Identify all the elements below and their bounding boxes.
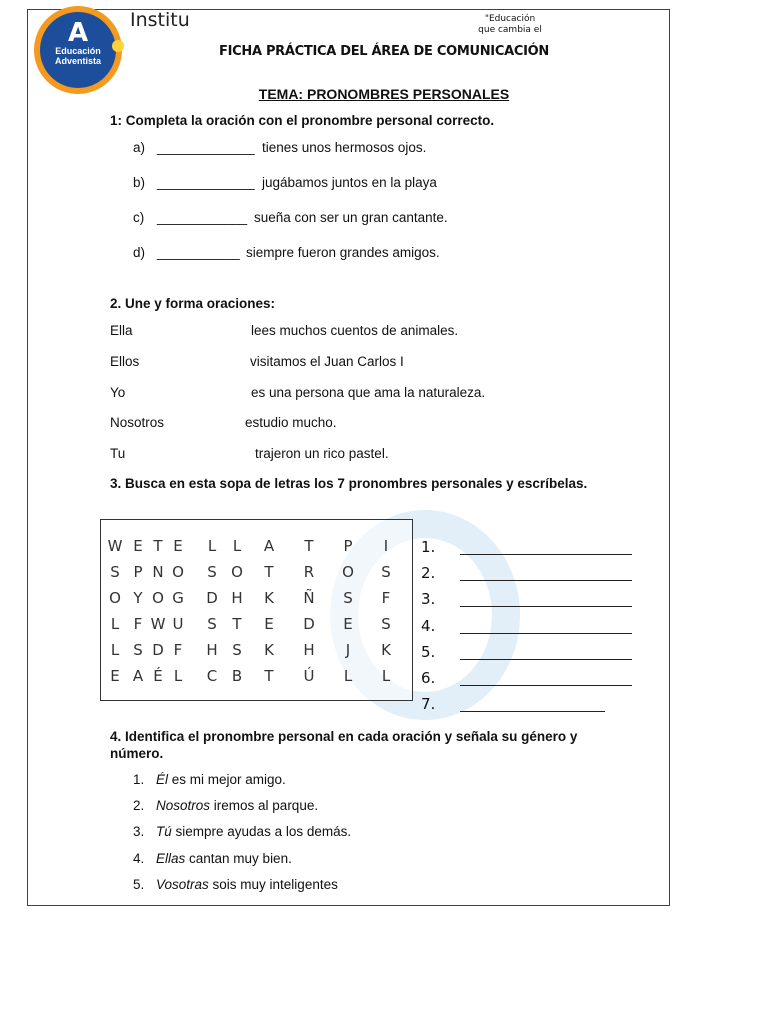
- grid-letter: H: [231, 589, 243, 607]
- grid-letter: K: [264, 641, 274, 659]
- grid-letter: D: [303, 615, 315, 633]
- grid-letter: O: [172, 563, 184, 581]
- sentence-right: visitamos el Juan Carlos I: [250, 354, 404, 369]
- grid-letter: F: [173, 641, 183, 659]
- grid-letter: N: [152, 563, 164, 581]
- item-text: siempre fueron grandes amigos.: [246, 245, 440, 260]
- item-pronoun: Ellas: [156, 850, 186, 866]
- grid-row: [101, 537, 414, 557]
- grid-letter: J: [345, 641, 351, 659]
- item-pronoun: Vosotras: [156, 876, 209, 892]
- pronoun-left: Ella: [110, 323, 133, 338]
- item-pronoun: Tú: [156, 824, 172, 840]
- grid-letter: D: [152, 641, 164, 659]
- item-sentence: es mi mejor amigo.: [168, 772, 286, 787]
- answer-line: [460, 605, 632, 607]
- answer-line: [460, 684, 632, 686]
- answer-line: [460, 632, 632, 634]
- item-blank: _____________: [157, 175, 255, 190]
- grid-letter: E: [173, 537, 183, 555]
- item-number: 1.: [133, 772, 145, 787]
- pronoun-left: Yo: [110, 385, 126, 400]
- section2-title: 2. Une y forma oraciones:: [110, 296, 276, 311]
- institute-name: Institu: [130, 9, 190, 31]
- answer-number: 3.: [421, 590, 436, 609]
- item-label: b): [133, 175, 146, 190]
- item-label: a): [133, 140, 146, 155]
- answer-number: 1.: [421, 538, 436, 556]
- sentence-right: es una persona que ama la naturaleza.: [251, 385, 486, 400]
- grid-letter: O: [231, 563, 243, 581]
- section4-item: [133, 877, 338, 892]
- item-sentence: sois muy inteligentes: [208, 876, 338, 892]
- item-blank: ____________: [157, 210, 248, 225]
- grid-letter: B: [231, 667, 243, 685]
- grid-letter: E: [264, 615, 274, 633]
- grid-letter: T: [304, 537, 314, 555]
- answer-number: 6.: [421, 669, 436, 687]
- grid-letter: K: [264, 589, 274, 607]
- answer-number: 5.: [421, 642, 436, 661]
- answer-line: [460, 658, 632, 660]
- answer-number: 7.: [421, 695, 436, 714]
- section4-title: 4. Identifica el pronombre personal en cada oración y señala su género y número.: [110, 729, 578, 761]
- grid-row: [101, 589, 414, 609]
- grid-letter: S: [381, 615, 391, 633]
- item-text: tienes unos hermosos ojos.: [262, 140, 427, 155]
- item-pronoun: Nosotros: [156, 798, 211, 814]
- grid-row: [101, 667, 414, 687]
- grid-letter: A: [263, 537, 275, 555]
- item-sentence: iremos al parque.: [210, 798, 319, 814]
- grid-letter: L: [343, 667, 353, 685]
- grid-letter: L: [173, 667, 183, 685]
- grid-letter: E: [110, 667, 120, 685]
- sentence-right: lees muchos cuentos de animales.: [251, 323, 459, 338]
- sentence-right: trajeron un rico pastel.: [255, 446, 389, 461]
- pronoun-left: Tu: [110, 446, 126, 461]
- grid-letter: S: [207, 615, 217, 633]
- grid-letter: W: [150, 615, 166, 633]
- grid-letter: T: [264, 563, 274, 581]
- answer-number: 2.: [421, 564, 436, 583]
- section4-item: [133, 798, 318, 813]
- motto-line-1: "Educación: [484, 14, 536, 24]
- motto: [470, 14, 550, 36]
- grid-letter: S: [133, 641, 143, 659]
- page-title: FICHA PRÁCTICA DEL ÁREA DE COMUNICACIÓN: [219, 44, 549, 59]
- item-number: 4.: [133, 850, 145, 866]
- section1-title: 1: Completa la oración con el pronombre personal correcto.: [110, 113, 495, 128]
- grid-letter: L: [110, 641, 120, 659]
- item-number: 3.: [133, 824, 145, 840]
- item-number: 2.: [133, 798, 145, 814]
- answer-line: [460, 553, 632, 555]
- grid-letter: L: [232, 537, 242, 555]
- grid-letter: S: [381, 563, 391, 581]
- logo-text-1: Educación: [55, 46, 101, 56]
- grid-letter: A: [132, 667, 144, 685]
- grid-letter: O: [109, 589, 121, 607]
- item-number: 5.: [133, 876, 145, 892]
- topic-title: TEMA: PRONOMBRES PERSONALES: [258, 86, 510, 102]
- grid-row: [101, 615, 414, 635]
- item-blank: _____________: [157, 140, 255, 155]
- pronoun-left: Nosotros: [110, 415, 165, 430]
- grid-letter: S: [232, 641, 242, 659]
- grid-letter: K: [381, 641, 391, 659]
- item-label: c): [133, 210, 145, 225]
- pronoun-left: Ellos: [110, 354, 140, 369]
- sentence-right: estudio mucho.: [245, 415, 337, 430]
- answer-number: 4.: [421, 616, 436, 635]
- grid-letter: S: [343, 589, 353, 607]
- grid-letter: L: [381, 667, 391, 685]
- grid-letter: R: [303, 563, 315, 581]
- item-label: d): [133, 245, 146, 260]
- section4-item: [133, 851, 292, 866]
- grid-letter: L: [110, 615, 120, 633]
- grid-letter: S: [207, 563, 217, 581]
- grid-letter: I: [383, 537, 389, 555]
- grid-row: [101, 641, 414, 661]
- grid-letter: D: [206, 589, 218, 607]
- grid-letter: C: [206, 667, 218, 685]
- grid-letter: S: [110, 563, 120, 581]
- item-pronoun: Él: [156, 772, 169, 787]
- grid-letter: T: [153, 537, 163, 555]
- grid-letter: W: [107, 537, 123, 555]
- grid-letter: Ú: [303, 667, 315, 685]
- item-sentence: siempre ayudas a los demás.: [171, 824, 352, 840]
- grid-letter: O: [152, 589, 164, 607]
- logo-a-icon: A: [67, 18, 89, 48]
- grid-letter: É: [153, 667, 163, 685]
- section3-title: 3. Busca en esta sopa de letras los 7 pronombres personales y escríbelas.: [110, 476, 588, 491]
- motto-line-2: que cambia el: [478, 25, 542, 35]
- grid-letter: P: [133, 563, 143, 581]
- grid-letter: Y: [133, 589, 143, 607]
- grid-letter: H: [303, 641, 315, 659]
- item-text: sueña con ser un gran cantante.: [254, 210, 448, 225]
- grid-letter: F: [381, 589, 391, 607]
- grid-letter: P: [343, 537, 353, 555]
- section4-item: [133, 772, 286, 787]
- item-blank: ___________: [157, 245, 240, 260]
- grid-letter: H: [206, 641, 218, 659]
- answer-line: [460, 710, 605, 712]
- grid-letter: L: [207, 537, 217, 555]
- grid-letter: U: [172, 615, 184, 633]
- grid-letter: O: [342, 563, 354, 581]
- item-text: jugábamos juntos en la playa: [262, 175, 437, 190]
- grid-letter: Ñ: [303, 589, 315, 607]
- grid-row: [101, 563, 414, 583]
- section4-item: [133, 824, 351, 839]
- word-search-grid: [100, 519, 413, 701]
- grid-letter: F: [133, 615, 143, 633]
- logo-text-2: Adventista: [54, 56, 101, 66]
- grid-letter: G: [172, 589, 184, 607]
- grid-letter: E: [343, 615, 353, 633]
- grid-letter: T: [232, 615, 242, 633]
- item-sentence: cantan muy bien.: [185, 850, 292, 866]
- answer-line: [460, 579, 632, 581]
- grid-letter: T: [264, 667, 274, 685]
- grid-letter: E: [133, 537, 143, 555]
